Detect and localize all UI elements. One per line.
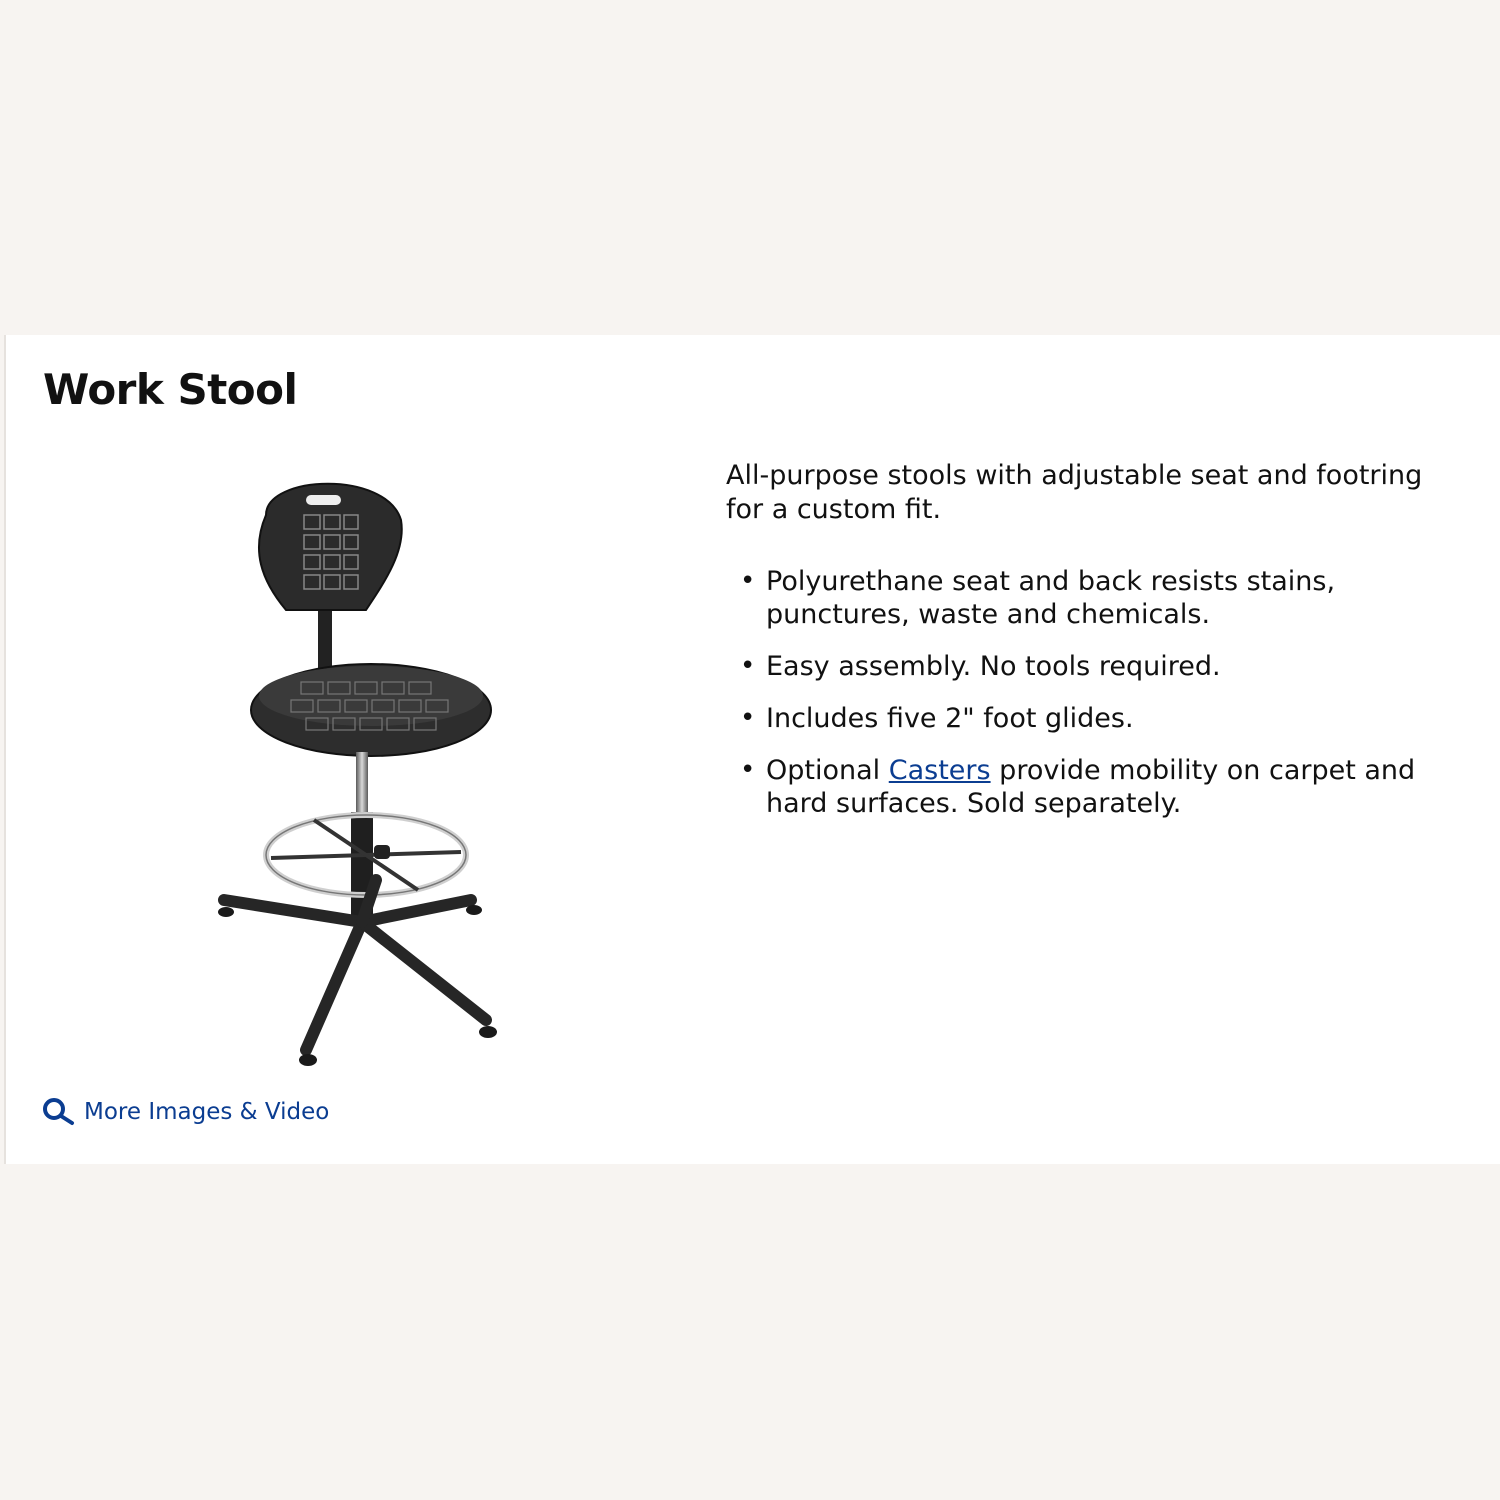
casters-link[interactable]: Casters — [888, 755, 991, 786]
feature-item: • Optional Casters provide mobility on carpet and hard surfaces. Sold separately. — [766, 754, 1446, 820]
more-images-video-label: More Images & Video — [84, 1099, 330, 1125]
product-description: All-purpose stools with adjustable seat and footring for a custom fit. — [726, 460, 1423, 525]
product-image[interactable] — [196, 460, 526, 1080]
page-title: Work Stool — [43, 365, 298, 414]
feature-item: • Polyurethane seat and back resists stains, punctures, waste and chemicals. — [766, 565, 1446, 631]
feature-item: • Includes five 2" foot glides. — [766, 702, 1446, 735]
more-images-video-link[interactable] — [42, 1097, 329, 1127]
magnifier-icon — [42, 1097, 76, 1127]
feature-item: • Easy assembly. No tools required. — [766, 650, 1446, 683]
feature-list — [726, 565, 1446, 839]
product-panel — [4, 335, 1500, 1164]
